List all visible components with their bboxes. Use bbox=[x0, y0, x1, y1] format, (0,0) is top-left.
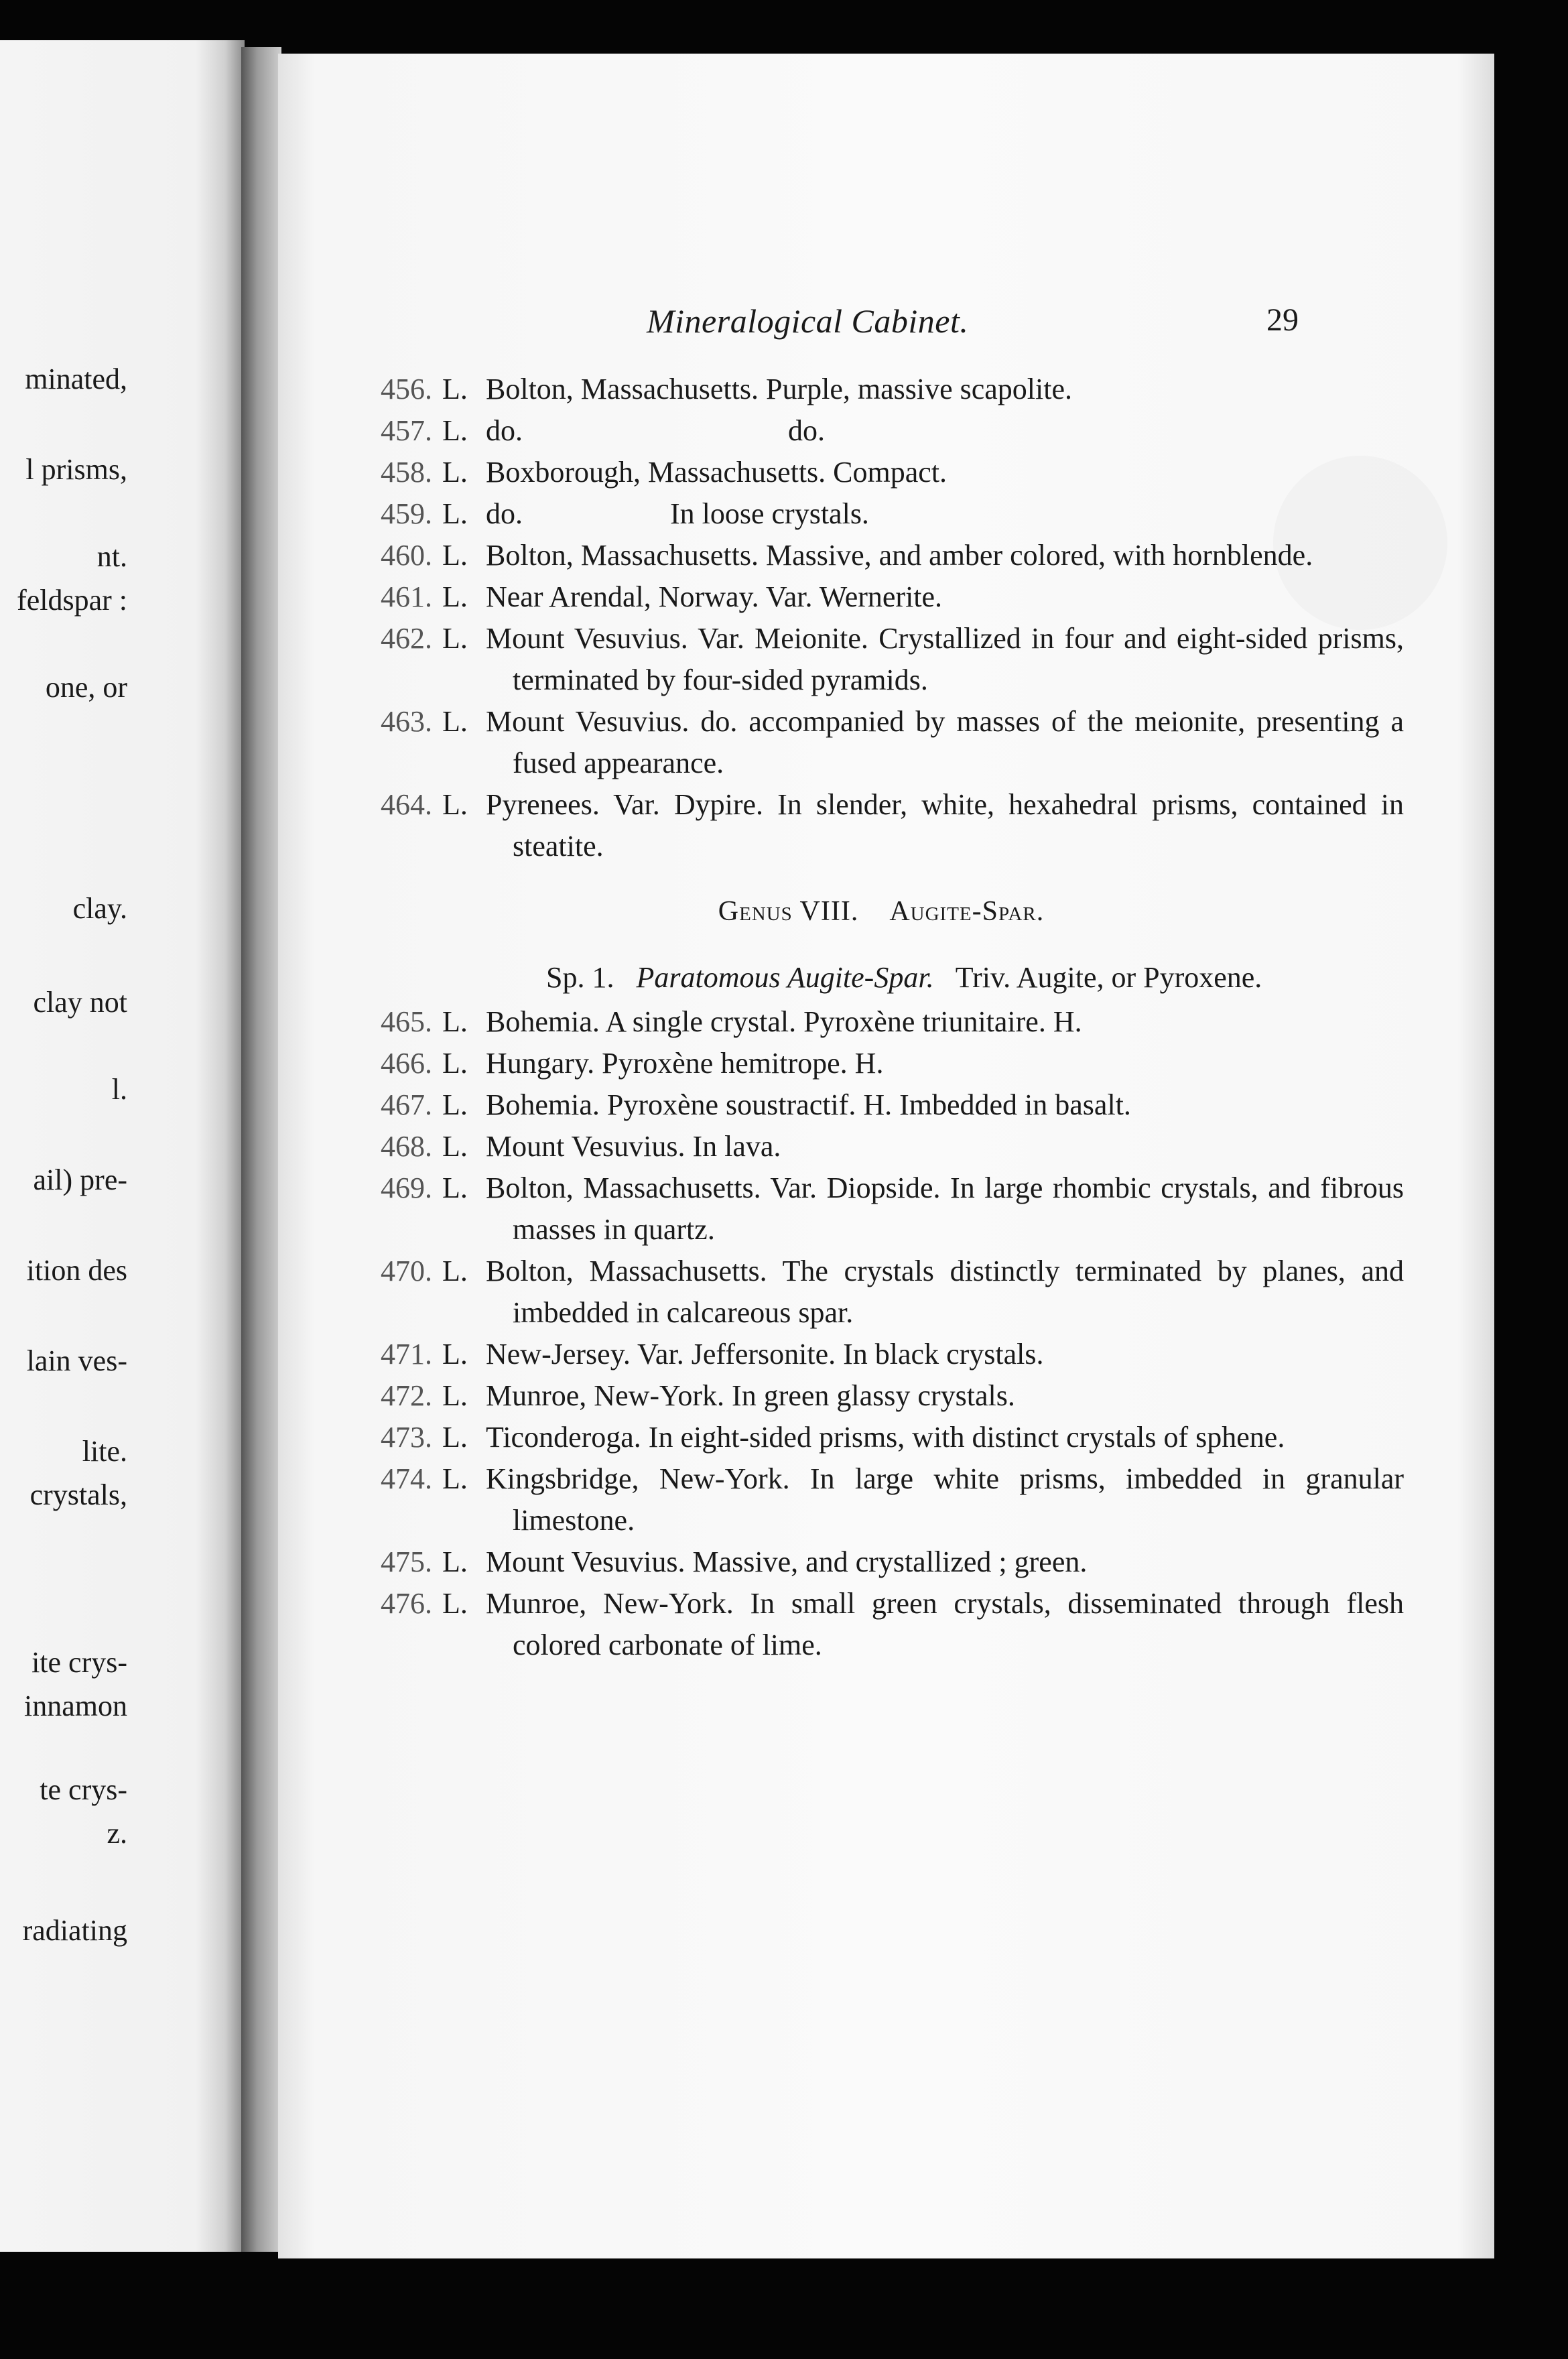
entry-number: 459. bbox=[381, 497, 432, 530]
species-name: Paratomous Augite-Spar. bbox=[636, 961, 934, 994]
entry-number: 464. bbox=[381, 788, 432, 821]
book-gutter bbox=[241, 47, 281, 2252]
entry-letter: L. bbox=[442, 705, 468, 738]
entry-text: Mount Vesuvius. do. accompanied by masses of the meionite, presenting a fused appearance. bbox=[486, 705, 1404, 779]
entry-letter: L. bbox=[442, 580, 468, 613]
left-page-line: ail) pre- bbox=[33, 1163, 127, 1196]
entry-text: Munroe, New-York. In green glassy crystals. bbox=[486, 1379, 1015, 1412]
entry-letter: L. bbox=[442, 1379, 468, 1412]
entry-text: Bohemia. A single crystal. Pyroxène triunitaire. H. bbox=[486, 1005, 1082, 1038]
catalogue-entry bbox=[358, 1251, 1404, 1334]
left-page-line: crystals, bbox=[29, 1478, 127, 1511]
left-page-line: radiating bbox=[22, 1914, 127, 1947]
entry-letter: L. bbox=[442, 1171, 468, 1204]
catalogue-entry bbox=[358, 1458, 1404, 1541]
entry-number: 460. bbox=[381, 539, 432, 572]
entry-text: Kingsbridge, New-York. In large white prisms, imbedded in granular limestone. bbox=[486, 1462, 1404, 1537]
genus-numeral: VIII. bbox=[799, 896, 859, 927]
left-page-line: te crys- bbox=[40, 1773, 127, 1806]
entry-letter: L. bbox=[442, 456, 468, 489]
catalogue-entry bbox=[358, 1541, 1404, 1583]
catalogue-entry bbox=[358, 784, 1404, 867]
catalogue-entries bbox=[358, 369, 1404, 1666]
entry-letter: L. bbox=[442, 497, 468, 530]
catalogue-entry bbox=[358, 452, 1404, 493]
left-page-line: nt. bbox=[96, 540, 127, 573]
entry-text: New-Jersey. Var. Jeffersonite. In black crystals. bbox=[486, 1338, 1044, 1370]
entry-letter: L. bbox=[442, 1587, 468, 1620]
catalogue-entry bbox=[358, 1043, 1404, 1084]
entry-letter: L. bbox=[442, 1338, 468, 1370]
catalogue-entry bbox=[358, 1001, 1404, 1043]
entry-text: Bolton, Massachusetts. Purple, massive scapolite. bbox=[486, 373, 1072, 405]
entry-text: Munroe, New-York. In small green crystals, disseminated through flesh colored carbonate of lime. bbox=[486, 1587, 1404, 1661]
entry-letter: L. bbox=[442, 1255, 468, 1287]
left-page-line: one, or bbox=[45, 671, 127, 704]
entry-text: do. In loose crystals. bbox=[486, 497, 869, 530]
left-page-line: z. bbox=[107, 1817, 127, 1850]
entry-text: Ticonderoga. In eight-sided prisms, with distinct crystals of sphene. bbox=[486, 1421, 1285, 1454]
entry-number: 466. bbox=[381, 1047, 432, 1080]
entry-letter: L. bbox=[442, 1462, 468, 1495]
left-page-line: minated, bbox=[25, 363, 127, 395]
catalogue-entry bbox=[358, 1126, 1404, 1167]
entry-letter: L. bbox=[442, 788, 468, 821]
entry-number: 474. bbox=[381, 1462, 432, 1495]
entry-text: Pyrenees. Var. Dypire. In slender, white, hexahedral prisms, contained in steatite. bbox=[486, 788, 1404, 863]
entry-letter: L. bbox=[442, 373, 468, 405]
entry-letter: L. bbox=[442, 1005, 468, 1038]
catalogue-entry bbox=[358, 1167, 1404, 1251]
catalogue-entry bbox=[358, 618, 1404, 701]
entry-number: 473. bbox=[381, 1421, 432, 1454]
entry-text: Bohemia. Pyroxène soustractif. H. Imbedded in basalt. bbox=[486, 1088, 1131, 1121]
entry-text: Hungary. Pyroxène hemitrope. H. bbox=[486, 1047, 884, 1080]
entry-number: 465. bbox=[381, 1005, 432, 1038]
entry-text: do. do. bbox=[486, 414, 825, 447]
entry-number: 468. bbox=[381, 1130, 432, 1163]
entry-text: Near Arendal, Norway. Var. Wernerite. bbox=[486, 580, 943, 613]
entry-number: 471. bbox=[381, 1338, 432, 1370]
left-page-line: ition des bbox=[26, 1254, 127, 1287]
entry-letter: L. bbox=[442, 1130, 468, 1163]
left-page-line: clay. bbox=[72, 892, 127, 925]
genus-label: Genus bbox=[718, 896, 793, 927]
catalogue-entry bbox=[358, 369, 1404, 410]
entry-letter: L. bbox=[442, 1545, 468, 1578]
genus-heading bbox=[358, 895, 1404, 928]
left-page-line: lain ves- bbox=[26, 1344, 127, 1377]
running-head: Mineralogical Cabinet. bbox=[647, 302, 969, 340]
page-number: 29 bbox=[1266, 302, 1299, 338]
entry-letter: L. bbox=[442, 414, 468, 447]
left-page-line: l. bbox=[111, 1073, 127, 1106]
species-prefix: Sp. 1. bbox=[546, 961, 614, 994]
entry-number: 456. bbox=[381, 373, 432, 405]
facing-page-left bbox=[0, 40, 245, 2252]
genus-name: Augite-Spar. bbox=[889, 896, 1045, 927]
catalogue-entry bbox=[358, 1334, 1404, 1375]
entry-number: 457. bbox=[381, 414, 432, 447]
entry-number: 476. bbox=[381, 1587, 432, 1620]
page-29 bbox=[278, 54, 1494, 2258]
entry-number: 467. bbox=[381, 1088, 432, 1121]
catalogue-entry bbox=[358, 701, 1404, 784]
left-page-line: ite crys- bbox=[31, 1646, 127, 1679]
left-page-line: clay not bbox=[33, 986, 127, 1019]
entry-text: Boxborough, Massachusetts. Compact. bbox=[486, 456, 948, 489]
entry-letter: L. bbox=[442, 1047, 468, 1080]
entry-number: 461. bbox=[381, 580, 432, 613]
left-page-line: feldspar : bbox=[17, 584, 127, 617]
entry-letter: L. bbox=[442, 622, 468, 655]
entry-number: 469. bbox=[381, 1171, 432, 1204]
entry-letter: L. bbox=[442, 539, 468, 572]
entry-text: Bolton, Massachusetts. The crystals distinctly terminated by planes, and imbedded in calcareous spar. bbox=[486, 1255, 1404, 1329]
entry-letter: L. bbox=[442, 1421, 468, 1454]
page-header bbox=[278, 302, 1494, 348]
entry-text: Bolton, Massachusetts. Massive, and amber colored, with hornblende. bbox=[486, 539, 1313, 572]
left-page-line: lite. bbox=[82, 1435, 127, 1468]
catalogue-entry bbox=[358, 1375, 1404, 1417]
entry-number: 458. bbox=[381, 456, 432, 489]
entry-text: Mount Vesuvius. Var. Meionite. Crystallized in four and eight-sided prisms, terminated by four-sided pyramids. bbox=[486, 622, 1404, 696]
entry-number: 463. bbox=[381, 705, 432, 738]
species-heading bbox=[546, 957, 1404, 999]
entry-letter: L. bbox=[442, 1088, 468, 1121]
species-trivial: Triv. Augite, or Pyroxene. bbox=[955, 961, 1262, 994]
entry-number: 462. bbox=[381, 622, 432, 655]
catalogue-entry bbox=[358, 493, 1404, 535]
entry-text: Mount Vesuvius. In lava. bbox=[486, 1130, 781, 1163]
left-page-line: l prisms, bbox=[25, 453, 127, 486]
catalogue-entry bbox=[358, 535, 1404, 576]
catalogue-entry bbox=[358, 1417, 1404, 1458]
catalogue-entry bbox=[358, 1583, 1404, 1666]
entry-number: 470. bbox=[381, 1255, 432, 1287]
left-page-line: innamon bbox=[24, 1689, 127, 1722]
catalogue-entry bbox=[358, 1084, 1404, 1126]
entry-number: 475. bbox=[381, 1545, 432, 1578]
entry-number: 472. bbox=[381, 1379, 432, 1412]
entry-text: Bolton, Massachusetts. Var. Diopside. In large rhombic crystals, and fibrous masses in quartz. bbox=[486, 1171, 1404, 1246]
catalogue-entry bbox=[358, 410, 1404, 452]
catalogue-entry bbox=[358, 576, 1404, 618]
entry-text: Mount Vesuvius. Massive, and crystallized ; green. bbox=[486, 1545, 1088, 1578]
